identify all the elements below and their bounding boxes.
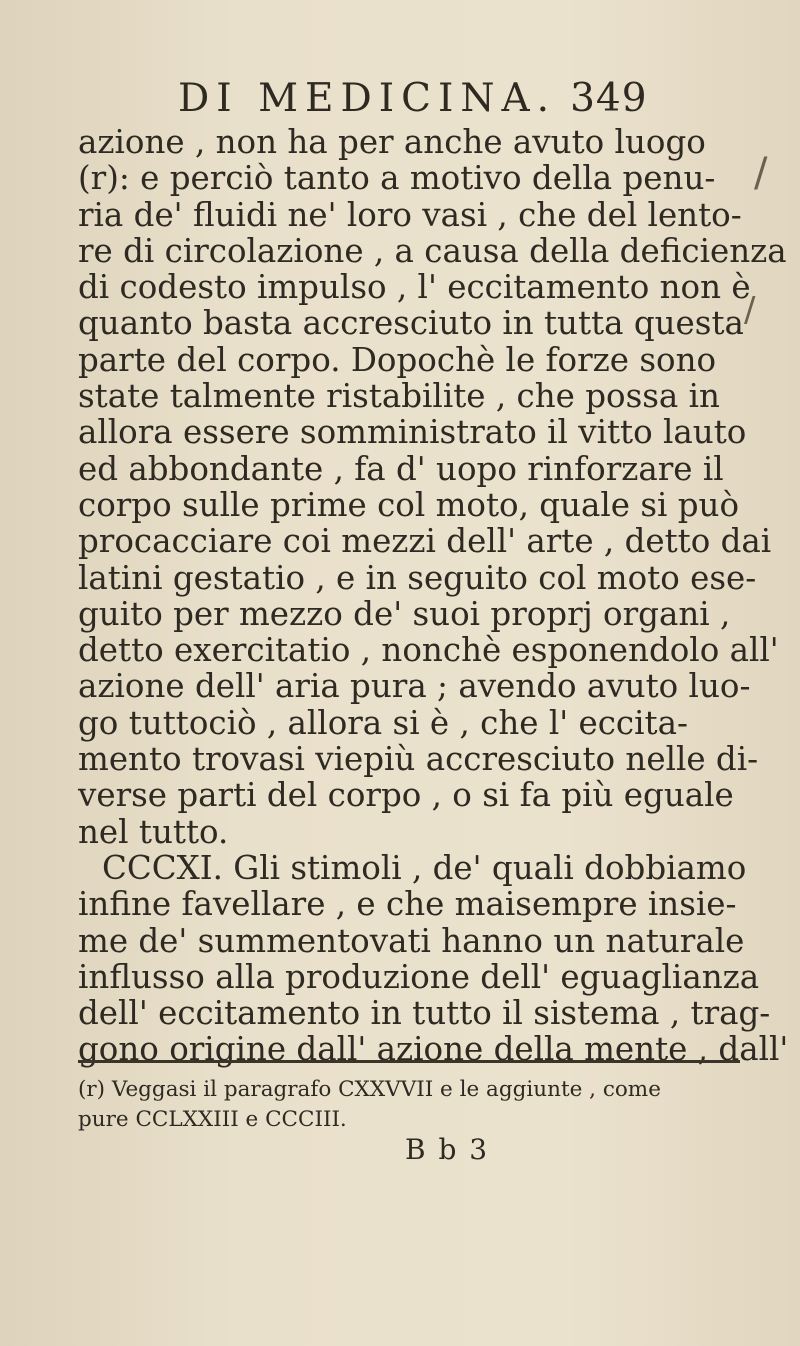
text-line: detto exercitatio , nonchè esponendolo all' xyxy=(78,631,779,670)
text-line: procacciare coi mezzi dell' arte , detto dai xyxy=(78,522,772,561)
text-line: guito per mezzo de' suoi proprj organi , xyxy=(78,594,731,633)
text-line: parte del corpo. Dopochè le forze sono xyxy=(78,340,717,379)
text-line: re di circolazione , a causa della deficienza xyxy=(78,231,787,270)
margin-slash-mark: / xyxy=(744,290,756,330)
text-line: azione , non ha per anche avuto luogo xyxy=(78,123,706,161)
signature-mark: B b 3 xyxy=(405,1133,490,1166)
text-line: (r): e perciò tanto a motivo della penu- xyxy=(78,159,716,198)
text-line: me de' summentovati hanno un naturale xyxy=(78,921,745,960)
page-number: 349 xyxy=(570,76,648,121)
text-line: infine favellare , e che maisempre insie- xyxy=(78,885,737,924)
text-line: go tuttociò , allora si è , che l' eccita- xyxy=(78,703,688,742)
text-line: gono origine dall' azione della mente , dall' xyxy=(78,1030,789,1069)
text-line: latini gestatio , e in seguito col moto ese- xyxy=(78,558,757,597)
text-line: azione dell' aria pura ; avendo avuto luo- xyxy=(78,667,751,706)
text-line: state talmente ristabilite , che possa in xyxy=(78,377,720,416)
text-line: nel tutto. xyxy=(78,812,229,851)
section-heading-line: CCCXI. Gli stimoli , de' quali dobbiamo xyxy=(102,848,747,887)
running-header xyxy=(178,76,698,121)
footnote-line: (r) Veggasi il paragrafo CXXVVII e le aggiunte , come xyxy=(78,1077,661,1102)
header-title: DI MEDICINA. xyxy=(178,76,557,121)
footnote-line: pure CCLXXIII e CCCIII. xyxy=(78,1107,347,1132)
text-line: verse parti del corpo , o si fa più eguale xyxy=(78,776,734,815)
footnote xyxy=(78,1075,738,1135)
text-line: ed abbondante , fa d' uopo rinforzare il xyxy=(78,449,724,488)
text-line: mento trovasi viepiù accresciuto nelle di- xyxy=(78,740,759,779)
text-line: dell' eccitamento in tutto il sistema , trag- xyxy=(78,994,771,1033)
footnote-divider xyxy=(78,1060,740,1063)
text-line: di codesto impulso , l' eccitamento non è xyxy=(78,268,751,307)
body-text xyxy=(78,123,789,1069)
text-line: corpo sulle prime col moto, quale si può xyxy=(78,485,740,524)
text-line: ria de' fluidi ne' loro vasi , che del lento- xyxy=(78,195,742,234)
text-line: quanto basta accresciuto in tutta questa xyxy=(78,304,744,343)
text-line: allora essere somministrato il vitto lauto xyxy=(78,413,747,452)
margin-slash-mark: / xyxy=(754,150,768,196)
text-line: influsso alla produzione dell' eguaglianza xyxy=(78,957,760,996)
